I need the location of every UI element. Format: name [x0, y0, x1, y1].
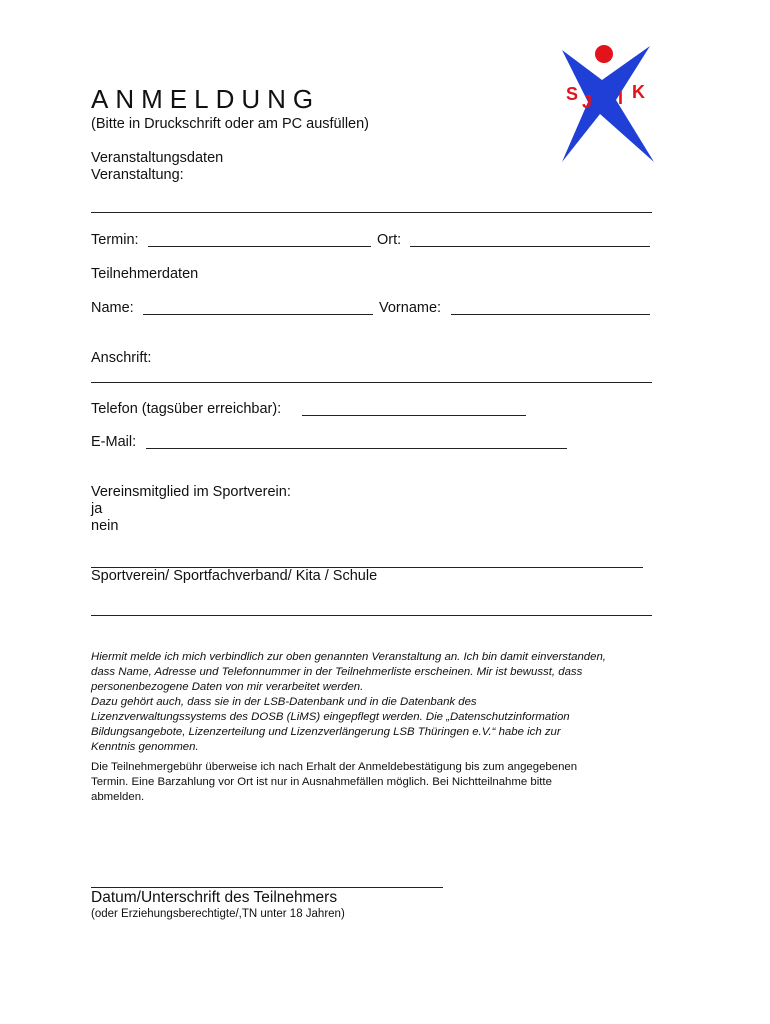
signature-label: Datum/Unterschrift des Teilnehmers [91, 889, 338, 906]
consent-line: personenbezogene Daten von mir verarbeitet werden. [91, 681, 364, 693]
event-input-line[interactable] [91, 212, 652, 213]
consent-line: dass Name, Adresse und Telefonnummer in der Teilnehmerliste erscheinen. Mir ist bewusst, dass [91, 666, 583, 678]
address-label: Anschrift: [91, 350, 152, 366]
email-label: E-Mail: [91, 434, 137, 450]
consent-line: Lizenzverwaltungssystems des DOSB (LiMS) eingepflegt werden. Die „Datenschutzinformation [91, 711, 570, 723]
logo-letter-i: I [618, 88, 624, 108]
club-option-yes[interactable]: ja [91, 501, 103, 517]
firstname-input-line[interactable] [451, 314, 650, 315]
consent-paragraph [91, 650, 691, 755]
place-input-line[interactable] [410, 246, 650, 247]
club-org-label: Sportverein/ Sportfachverband/ Kita / Schule [91, 568, 378, 584]
consent-line: Hiermit melde ich mich verbindlich zur oben genannten Veranstaltung an. Ich bin damit einverstanden, [91, 651, 606, 663]
fee-line: Termin. Eine Barzahlung vor Ort ist nur in Ausnahmefällen möglich. Bei Nichtteilnahme bitte [91, 776, 552, 788]
club-option-no[interactable]: nein [91, 518, 119, 534]
fee-line: abmelden. [91, 791, 145, 803]
participant-section-label: Teilnehmerdaten [91, 266, 199, 282]
place-label: Ort: [377, 232, 402, 248]
logo-figure [562, 46, 654, 162]
phone-label: Telefon (tagsüber erreichbar): [91, 401, 282, 417]
sjik-logo [558, 42, 654, 164]
signature-input-line[interactable] [91, 887, 443, 888]
logo-letter-s: S [566, 84, 579, 104]
form-title: ANMELDUNG [91, 84, 321, 114]
date-input-line[interactable] [148, 246, 371, 247]
name-input-line[interactable] [143, 314, 373, 315]
extra-input-line[interactable] [91, 615, 652, 616]
phone-input-line[interactable] [302, 415, 526, 416]
sjik-logo-graphic [558, 42, 654, 164]
logo-head [595, 45, 613, 63]
fee-paragraph [91, 760, 691, 805]
fee-line: Die Teilnehmergebühr überweise ich nach Erhalt der Anmeldebestätigung bis zum angegebenen [91, 761, 578, 773]
email-input-line[interactable] [146, 448, 567, 449]
logo-letter-j: J [582, 92, 593, 112]
form-subtitle: (Bitte in Druckschrift oder am PC ausfüllen) [91, 116, 370, 132]
consent-line: Dazu gehört auch, dass sie in der LSB-Datenbank und in die Datenbank des [91, 696, 477, 708]
club-question: Vereinsmitglied im Sportverein: [91, 484, 291, 500]
consent-line: Kenntnis genommen. [91, 741, 199, 753]
logo-letter-k: K [632, 82, 645, 102]
consent-line: Bildungsangebote, Lizenzerteilung und Lizenzverlängerung LSB Thüringen e.V.“ habe ich zur [91, 726, 561, 738]
event-section-label: Veranstaltungsdaten [91, 150, 224, 166]
event-label: Veranstaltung: [91, 167, 184, 183]
signature-sublabel: (oder Erziehungsberechtigte/,TN unter 18 Jahren) [91, 908, 345, 920]
name-label: Name: [91, 300, 134, 316]
address-input-line[interactable] [91, 382, 652, 383]
date-label: Termin: [91, 232, 139, 248]
firstname-label: Vorname: [379, 300, 442, 316]
